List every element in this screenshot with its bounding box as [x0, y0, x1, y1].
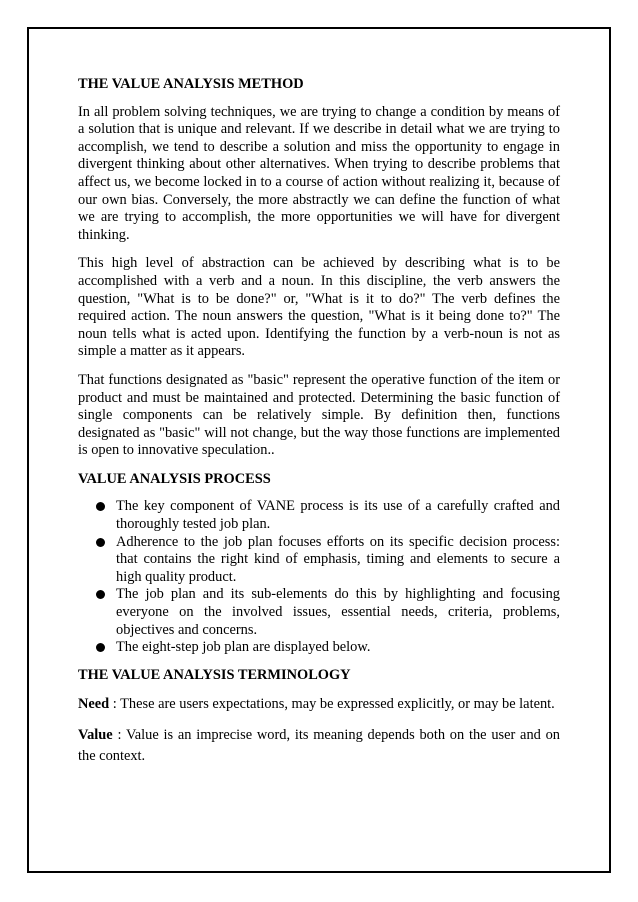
- term-label: Need: [78, 696, 110, 713]
- document-body: [78, 76, 560, 777]
- term-separator: :: [117, 727, 122, 744]
- term-separator: :: [112, 696, 117, 713]
- heading-value-analysis-method: THE VALUE ANALYSIS METHOD: [78, 76, 304, 92]
- paragraph: That functions designated as "basic" represent the operative function of the item or product and must be maintained and protected. Determining the basic function of single components can be relatively simple. By definition then, functions designated as "basic" will not change, but the way those functions are implemented is open to innovative speculation..: [78, 371, 560, 459]
- list-item-text: The job plan and its sub-elements do this by highlighting and focusing everyone on the involved issues, essential needs, criteria, problems, objectives and concerns.: [116, 586, 560, 638]
- list-item: [116, 639, 560, 657]
- paragraph: In all problem solving techniques, we are trying to change a condition by means of a solution that is unique and relevant. If we describe in detail what we are trying to accomplish, we tend to describe a solution and miss the opportunity to engage in divergent thinking about other alternatives. When trying to describe problems that affect us, we become locked in to a course of action without realizing it, because of our own bias. Conversely, the more abstractly we can define the function of what we are trying to accomplish, the more opportunities we will have for divergent thinking.: [78, 103, 560, 243]
- list-item: [116, 586, 560, 639]
- bullet-icon: [96, 590, 105, 599]
- heading-value-analysis-process: VALUE ANALYSIS PROCESS: [78, 470, 271, 487]
- list-item-text: The key component of VANE process is its use of a carefully crafted and thoroughly tested job plan.: [116, 498, 560, 533]
- heading-value-analysis-terminology: THE VALUE ANALYSIS TERMINOLOGY: [78, 666, 351, 683]
- list-item-text: The eight-step job plan are displayed below.: [116, 639, 371, 656]
- term-label: Value: [78, 727, 113, 744]
- bullet-icon: [96, 502, 105, 511]
- term-value: [78, 725, 560, 767]
- bullet-icon: [96, 643, 105, 652]
- paragraph: This high level of abstraction can be achieved by describing what is to be accomplished with a verb and a noun. In this discipline, the verb answers the question, "What is to be done?" or, "What is it to do?" The verb defines the required action. The noun answers the question, "What is it being done to?" The noun tells what is acted upon. Identifying the function by a verb-noun is not as simple a matter as it appears.: [78, 255, 560, 360]
- term-definition: These are users expectations, may be expressed explicitly, or may be latent.: [120, 696, 555, 713]
- list-item: [116, 498, 560, 533]
- bullet-icon: [96, 538, 105, 547]
- term-definition: Value is an imprecise word, its meaning depends both on the user and on the context.: [78, 727, 560, 765]
- list-item: [116, 534, 560, 587]
- list-item-text: Adherence to the job plan focuses efforts on its specific decision process: that contains the right kind of emphasis, timing and elements to secure a high quality product.: [116, 533, 560, 585]
- term-need: [78, 694, 560, 715]
- process-bullet-list: [78, 498, 560, 656]
